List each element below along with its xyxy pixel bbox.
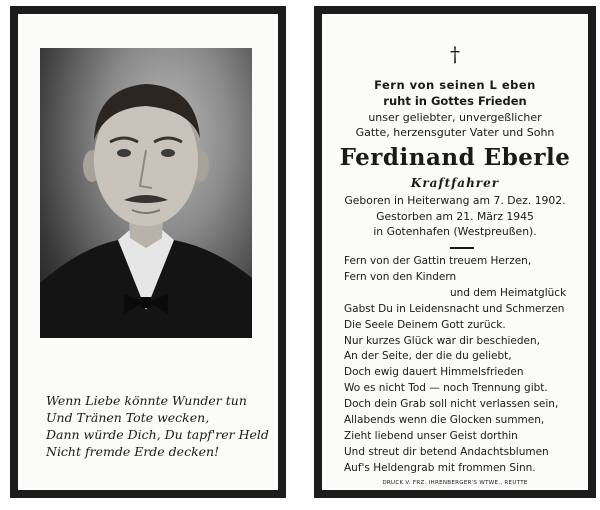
- poem-line: Und streut dir betend Andachtsblumen: [344, 445, 549, 458]
- birth-info: Geboren in Heiterwang am 7. Dez. 1902.: [344, 194, 566, 207]
- heading-line: ruht in Gottes Frieden: [383, 94, 527, 108]
- poem-line: Fern von den Kindern: [344, 270, 457, 283]
- poem-line: Nur kurzes Glück war dir beschieden,: [344, 334, 541, 347]
- card-right-inner: [322, 14, 588, 490]
- poem-line: Fern von der Gattin treuem Herzen,: [344, 255, 532, 267]
- printer-imprint: DRUCK V. FRZ. IHRENBERGER'S WTWE., REUTTE: [382, 480, 528, 486]
- poem-line: Allabends wenn die Glocken summen,: [344, 414, 545, 427]
- poem-line: Die Seele Deinem Gott zurück.: [344, 318, 506, 331]
- poem-line: und dem Heimatglück: [450, 286, 567, 299]
- verse-line: Nicht fremde Erde decken!: [46, 444, 220, 459]
- memorial-card-left: [10, 6, 286, 498]
- death-place: in Gotenhafen (Westpreußen).: [373, 225, 537, 238]
- verse-line: Dann würde Dich, Du tapf'rer Held: [46, 427, 269, 442]
- heading-line: Gatte, herzensguter Vater und Sohn: [355, 126, 555, 139]
- death-info: Gestorben am 21. März 1945: [376, 210, 534, 223]
- poem-line: Auf's Heldengrab mit frommen Sinn.: [344, 461, 536, 474]
- divider-line: [450, 247, 474, 249]
- poem-line: Doch ewig dauert Himmelsfrieden: [344, 366, 524, 379]
- portrait-photo: [40, 48, 252, 338]
- poem-line: An der Seite, der die du geliebt,: [344, 350, 512, 363]
- poem-line: Zieht liebend unser Geist dorthin: [344, 429, 518, 442]
- poem-line: Wo es nicht Tod — noch Trennung gibt.: [344, 382, 548, 395]
- memorial-poem: [344, 254, 580, 477]
- portrait-illustration: [40, 48, 252, 338]
- verse-line: Wenn Liebe könnte Wunder tun: [46, 393, 247, 408]
- occupation: Kraftfahrer: [410, 176, 500, 190]
- card-left-inner: [18, 14, 278, 490]
- verse-line: Und Tränen Tote wecken,: [46, 410, 210, 425]
- memorial-verse: [46, 392, 269, 460]
- heading-line: unser geliebter, unvergeßlicher: [368, 111, 542, 124]
- memorial-card-right: [314, 6, 596, 498]
- poem-line: Gabst Du in Leidensnacht und Schmerzen: [344, 302, 565, 315]
- heading-line: Fern von seinen L eben: [374, 78, 536, 92]
- deceased-name: Ferdinand Eberle: [339, 144, 571, 171]
- cross-icon: †: [450, 42, 460, 66]
- poem-line: Doch dein Grab soll nicht verlassen sein,: [344, 398, 559, 411]
